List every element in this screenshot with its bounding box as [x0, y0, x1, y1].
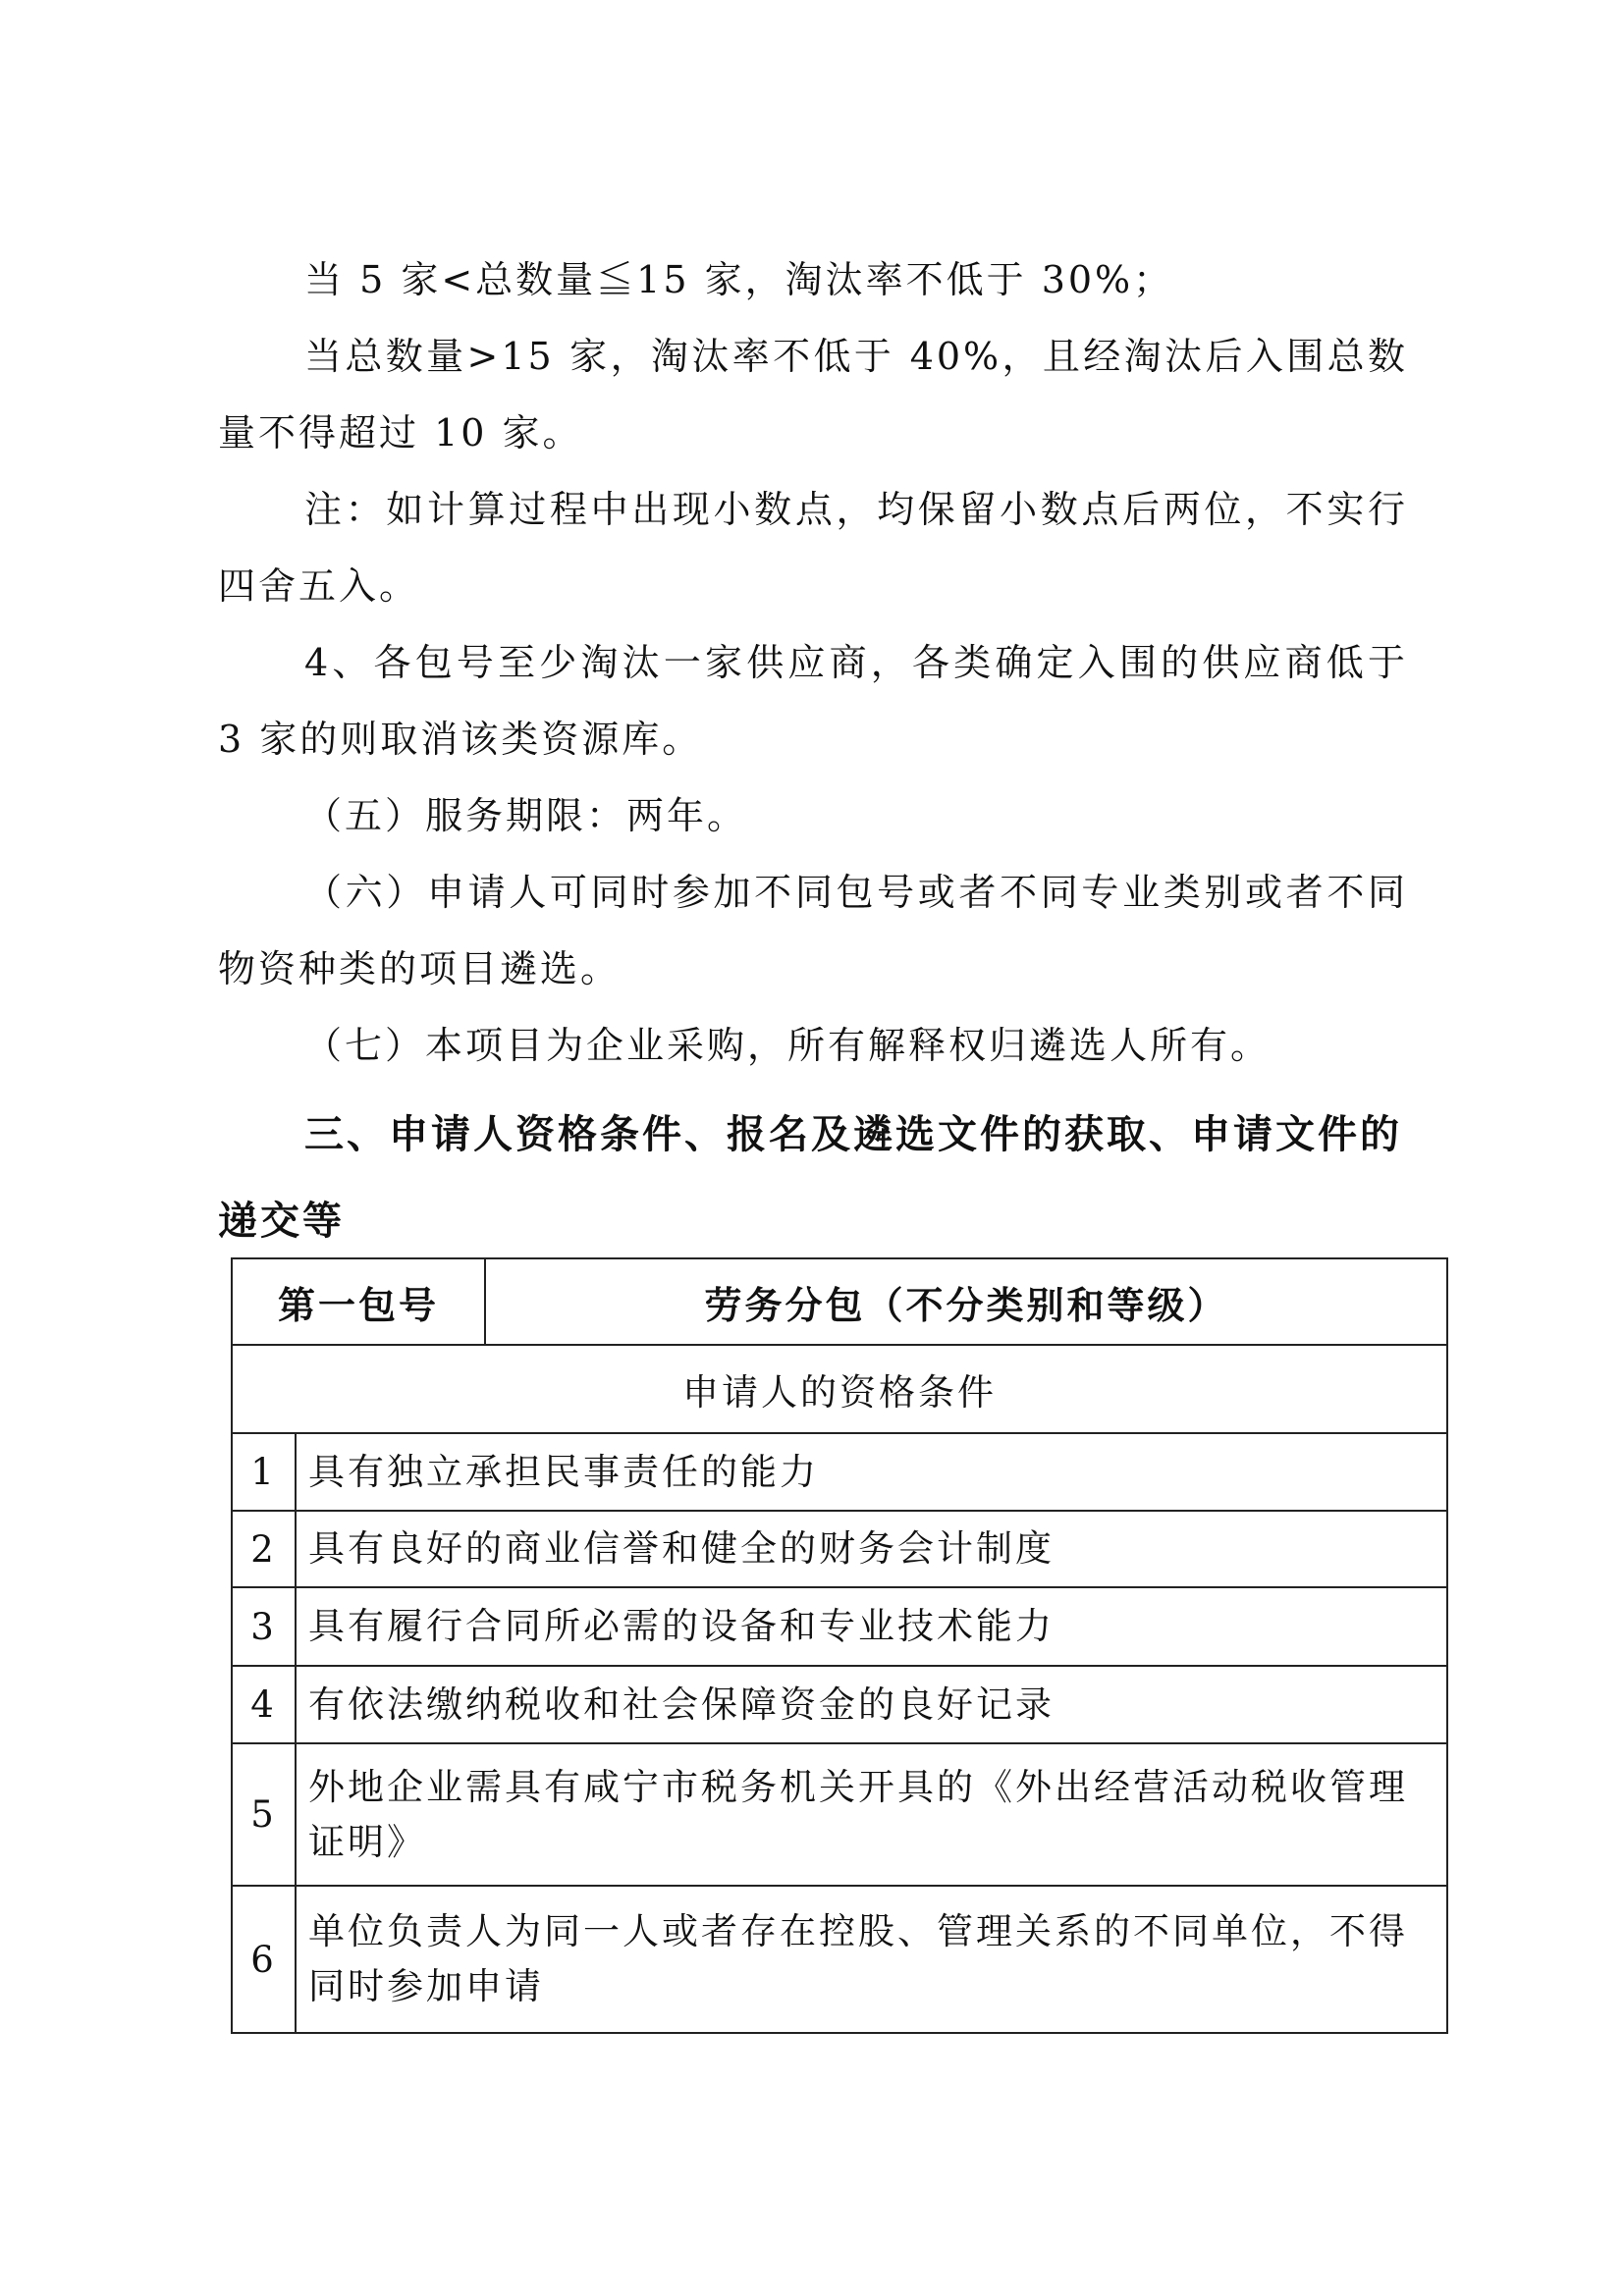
- row-text: 单位负责人为同一人或者存在控股、管理关系的不同单位，不得同时参加申请: [296, 1886, 1447, 2033]
- table-header-row: [232, 1258, 1447, 1345]
- row-text: 外地企业需具有咸宁市税务机关开具的《外出经营活动税收管理证明》: [296, 1743, 1447, 1886]
- table-row: [232, 1433, 1447, 1511]
- qualification-table: [231, 1257, 1448, 2034]
- paragraph: 当总数量>15 家，淘汰率不低于 40%，且经淘汰后入围总数量不得超过 10 家。: [218, 335, 1408, 454]
- row-text: 具有良好的商业信誉和健全的财务会计制度: [296, 1511, 1447, 1587]
- package-label: 第一包号: [232, 1258, 485, 1345]
- table-row: [232, 1511, 1447, 1587]
- row-number: 5: [232, 1743, 296, 1886]
- paragraph: （五）服务期限：两年。: [304, 794, 748, 837]
- table-row: [232, 1666, 1447, 1743]
- section-heading: 三、申请人资格条件、报名及遴选文件的获取、申请文件的递交等: [218, 1112, 1402, 1244]
- paragraph: 4、各包号至少淘汰一家供应商，各类确定入围的供应商低于 3 家的则取消该类资源库。: [218, 641, 1408, 761]
- row-number: 4: [232, 1666, 296, 1743]
- paragraph: 注：如计算过程中出现小数点，均保留小数点后两位，不实行四舍五入。: [218, 488, 1408, 608]
- paragraph: 当 5 家<总数量≦15 家，淘汰率不低于 30%；: [304, 258, 1174, 301]
- row-text: 具有履行合同所必需的设备和专业技术能力: [296, 1587, 1447, 1666]
- row-number: 2: [232, 1511, 296, 1587]
- row-text: 有依法缴纳税收和社会保障资金的良好记录: [296, 1666, 1447, 1743]
- paragraph: （六）申请人可同时参加不同包号或者不同专业类别或者不同物资种类的项目遴选。: [218, 871, 1408, 990]
- row-number: 6: [232, 1886, 296, 2033]
- table-row: [232, 1886, 1447, 2033]
- row-number: 3: [232, 1587, 296, 1666]
- paragraph: （七）本项目为企业采购，所有解释权归遴选人所有。: [304, 1024, 1272, 1067]
- table-subheader-row: [232, 1345, 1447, 1433]
- row-number: 1: [232, 1433, 296, 1511]
- qualification-subheader: 申请人的资格条件: [232, 1345, 1447, 1433]
- row-text: 具有独立承担民事责任的能力: [296, 1433, 1447, 1511]
- table-row: [232, 1743, 1447, 1886]
- table-row: [232, 1587, 1447, 1666]
- package-title: 劳务分包（不分类别和等级）: [485, 1258, 1447, 1345]
